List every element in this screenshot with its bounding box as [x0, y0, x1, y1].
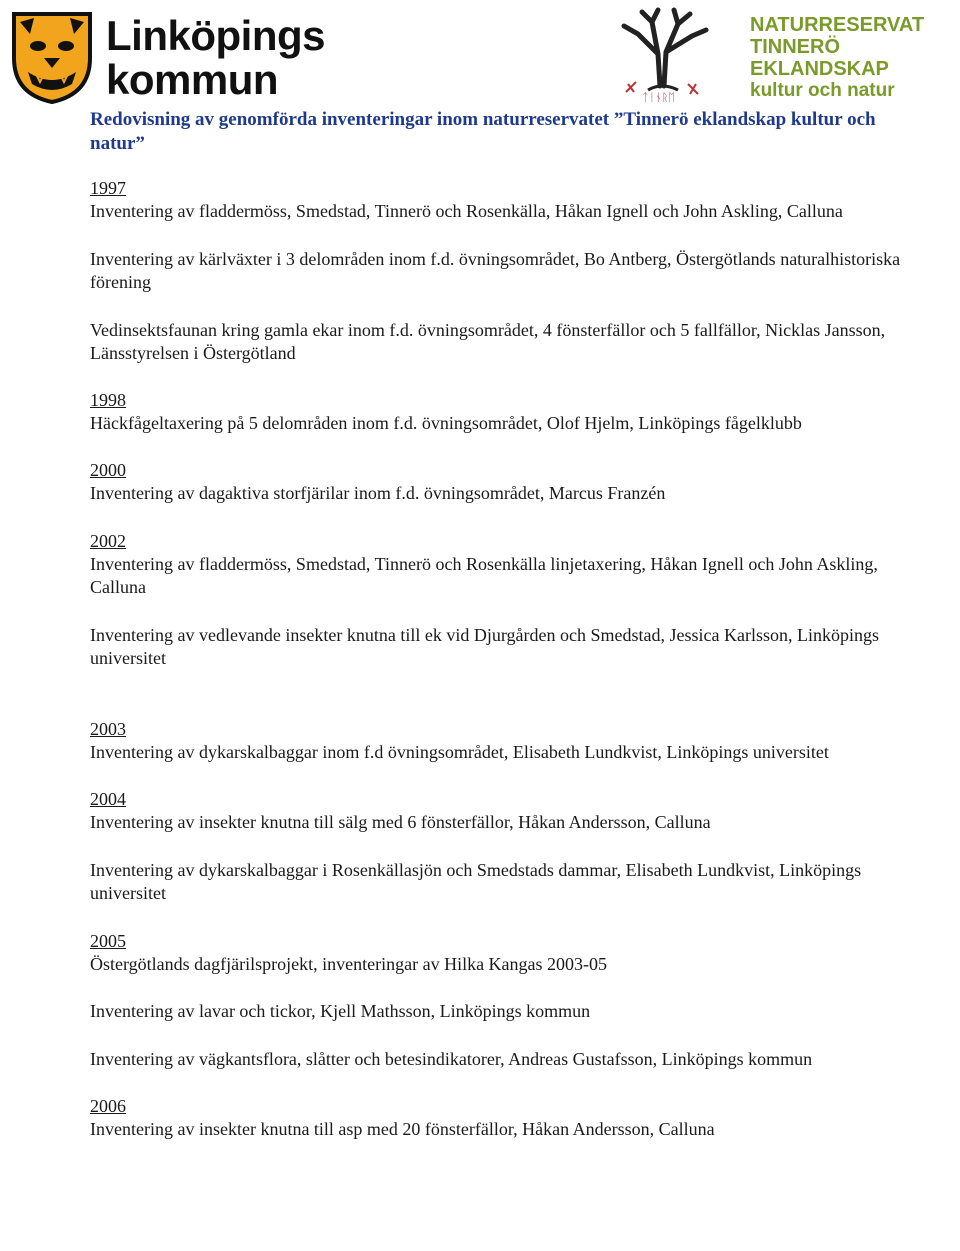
- inventory-entry: Inventering av lavar och tickor, Kjell Mathsson, Linköpings kommun: [90, 1001, 591, 1021]
- inventory-entry: Inventering av kärlväxter i 3 delområden inom f.d. övningsområdet, Bo Antberg, Östergötlands naturalhistoriska förening: [90, 248, 901, 292]
- inventory-entry: Östergötlands dagfjärilsprojekt, inventeringar av Hilka Kangas 2003-05: [90, 953, 608, 974]
- naturreservat-logo: [608, 4, 958, 104]
- page-header: [0, 0, 960, 108]
- inventory-entry: Inventering av fladdermöss, Smedstad, Tinnerö och Rosenkälla linjetaxering, Håkan Ignell och John Askling, Calluna: [90, 553, 878, 597]
- svg-text:ᛏᛁᚾᚱᛖ: ᛏᛁᚾᚱᛖ: [642, 91, 675, 104]
- municipality-name-line-1: Linköpings: [106, 12, 325, 59]
- municipality-name-line-2: kommun: [106, 56, 279, 103]
- year-heading: 2002: [90, 530, 126, 551]
- municipality-name: [106, 14, 325, 102]
- reserve-name-line-1: NATURRESERVAT: [750, 14, 925, 36]
- inventory-entry: Inventering av insekter knutna till asp med 20 fönsterfällor, Håkan Andersson, Calluna: [90, 1119, 715, 1139]
- year-heading: 2003: [90, 718, 126, 739]
- inventory-entry: Inventering av dykarskalbaggar inom f.d övningsområdet, Elisabeth Lundkvist, Linköpings universitet: [90, 741, 829, 762]
- linkopings-kommun-logo: [6, 8, 325, 104]
- year-heading: 1997: [90, 178, 126, 198]
- reserve-name-line-3: kultur och natur: [750, 80, 895, 101]
- document-title: Redovisning av genomförda inventeringar inom naturreservatet ”Tinnerö eklandskap kultur och natur”: [90, 109, 876, 154]
- inventory-entry: Vedinsektsfaunan kring gamla ekar inom f.d. övningsområdet, 4 fönsterfällor och 5 fallfällor, Nicklas Jansson, Länsstyrelsen i Östergötland: [90, 319, 886, 363]
- inventory-entry: Inventering av insekter knutna till sälg med 6 fönsterfällor, Håkan Andersson, Calluna: [90, 812, 711, 832]
- reserve-name: [750, 14, 958, 102]
- inventory-entry: Inventering av fladdermöss, Smedstad, Tinnerö och Rosenkälla, Håkan Ignell och John Askling, Calluna: [90, 201, 843, 221]
- tree-emblem-icon: [608, 4, 718, 104]
- lion-emblem-icon: [6, 8, 98, 104]
- inventory-list: [90, 177, 930, 1142]
- year-heading: 2000: [90, 460, 126, 480]
- document-body: [90, 108, 930, 1142]
- year-heading: 1998: [90, 389, 126, 410]
- year-heading: 2006: [90, 1096, 126, 1116]
- year-heading: 2005: [90, 930, 126, 951]
- reserve-name-line-2: TINNERÖ EKLANDSKAP: [750, 36, 889, 80]
- year-heading: 2004: [90, 789, 126, 809]
- inventory-entry: Inventering av vägkantsflora, slåtter och betesindikatorer, Andreas Gustafsson, Linköpings kommun: [90, 1048, 813, 1069]
- inventory-entry: Inventering av dagaktiva storfjärilar inom f.d. övningsområdet, Marcus Franzén: [90, 483, 666, 503]
- inventory-entry: Inventering av dykarskalbaggar i Rosenkällasjön och Smedstads dammar, Elisabeth Lundkvist, Linköpings universitet: [90, 859, 862, 903]
- inventory-entry: Inventering av vedlevande insekter knutna till ek vid Djurgården och Smedstad, Jessica Karlsson, Linköpings universitet: [90, 624, 879, 668]
- inventory-entry: Häckfågeltaxering på 5 delområden inom f.d. övningsområdet, Olof Hjelm, Linköpings fågelklubb: [90, 412, 802, 433]
